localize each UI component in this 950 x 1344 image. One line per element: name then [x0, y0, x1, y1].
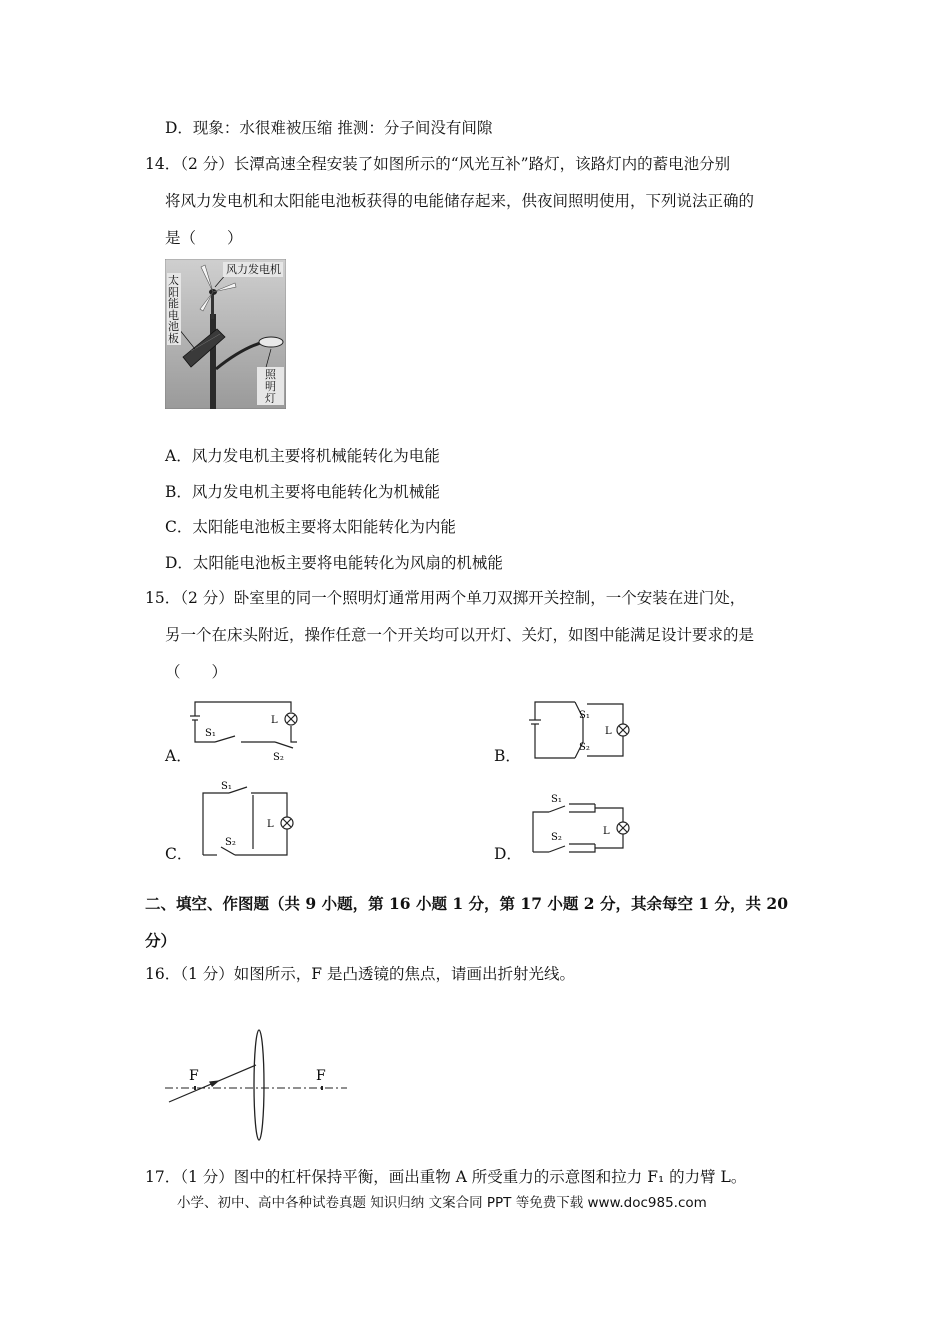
- focal-point-right-label: F: [316, 1068, 326, 1084]
- circuit-a-s1-label: S₁: [205, 728, 216, 739]
- circuit-b-s2-label: S₂: [579, 742, 590, 753]
- circuit-diagram-c: [195, 777, 300, 863]
- circuit-c-lamp-label: L: [267, 819, 274, 830]
- q15-option-a-letter[interactable]: A．: [165, 747, 192, 765]
- section-2-heading-line2: 分）: [145, 931, 177, 950]
- q17-stem: 17．（1 分）图中的杠杆保持平衡，画出重物 A 所受重力的示意图和拉力 F₁ 的力臂 L。: [145, 1168, 747, 1186]
- focal-point-left-label: F: [189, 1068, 199, 1084]
- q14-option-a[interactable]: A．风力发电机主要将机械能转化为电能: [165, 447, 440, 465]
- q15-stem-line2: 另一个在床头附近，操作任意一个开关均可以开灯、关灯，如图中能满足设计要求的是: [165, 626, 755, 644]
- q15-option-b-letter[interactable]: B．: [494, 747, 521, 765]
- circuit-d-lamp-label: L: [603, 826, 610, 837]
- q15-option-d-letter[interactable]: D．: [494, 845, 522, 863]
- circuit-b-lamp-label: L: [605, 726, 612, 737]
- q15-stem-line1: 15．（2 分）卧室里的同一个照明灯通常用两个单刀双掷开关控制，一个安装在进门处，: [145, 589, 746, 607]
- q15-stem-line3: （ ）: [165, 663, 228, 681]
- circuit-a-lamp-label: L: [271, 715, 278, 726]
- circuit-d-s1-label: S₁: [551, 794, 562, 805]
- circuit-diagram-d: [525, 790, 635, 860]
- circuit-d-s2-label: S₂: [551, 832, 562, 843]
- q14-stem-line1: 14．（2 分）长潭高速全程安装了如图所示的“风光互补”路灯，该路灯内的蓄电池分别: [145, 155, 731, 173]
- q14-stem-line3: 是（ ）: [165, 229, 243, 247]
- section-2-heading-line1: 二、填空、作图题（共 9 小题，第 16 小题 1 分，第 17 小题 2 分，其余每空 1 分，共 20: [145, 894, 789, 913]
- convex-lens-diagram: [165, 1028, 355, 1150]
- q14-stem-line2: 将风力发电机和太阳能电池板获得的电能储存起来，供夜间照明使用，下列说法正确的: [165, 192, 755, 210]
- circuit-b-s1-label: S₁: [579, 710, 590, 721]
- circuit-c-s1-label: S₁: [221, 781, 232, 792]
- q16-stem: 16．（1 分）如图所示，F 是凸透镜的焦点，请画出折射光线。: [145, 965, 575, 983]
- circuit-diagram-b: [525, 698, 635, 767]
- circuit-c-s2-label: S₂: [225, 837, 236, 848]
- footer-watermark: 小学、初中、高中各种试卷真题 知识归纳 文案合同 PPT 等免费下载 www.doc985.com: [177, 1195, 707, 1211]
- lamp-label: 照明灯: [265, 368, 276, 405]
- circuit-a-s2-label: S₂: [273, 752, 284, 763]
- solar-panel-label: 太阳能电池板: [168, 274, 179, 345]
- streetlamp-photo: [165, 259, 286, 409]
- wind-generator-label: 风力发电机: [226, 263, 281, 276]
- q13-option-d: D．现象：水很难被压缩 推测：分子间没有间隙: [165, 119, 493, 137]
- circuit-diagram-a: [185, 696, 300, 770]
- q14-option-d[interactable]: D．太阳能电池板主要将电能转化为风扇的机械能: [165, 554, 503, 572]
- q14-option-b[interactable]: B．风力发电机主要将电能转化为机械能: [165, 483, 440, 501]
- q15-option-c-letter[interactable]: C．: [165, 845, 193, 863]
- q14-option-c[interactable]: C．太阳能电池板主要将太阳能转化为内能: [165, 518, 456, 536]
